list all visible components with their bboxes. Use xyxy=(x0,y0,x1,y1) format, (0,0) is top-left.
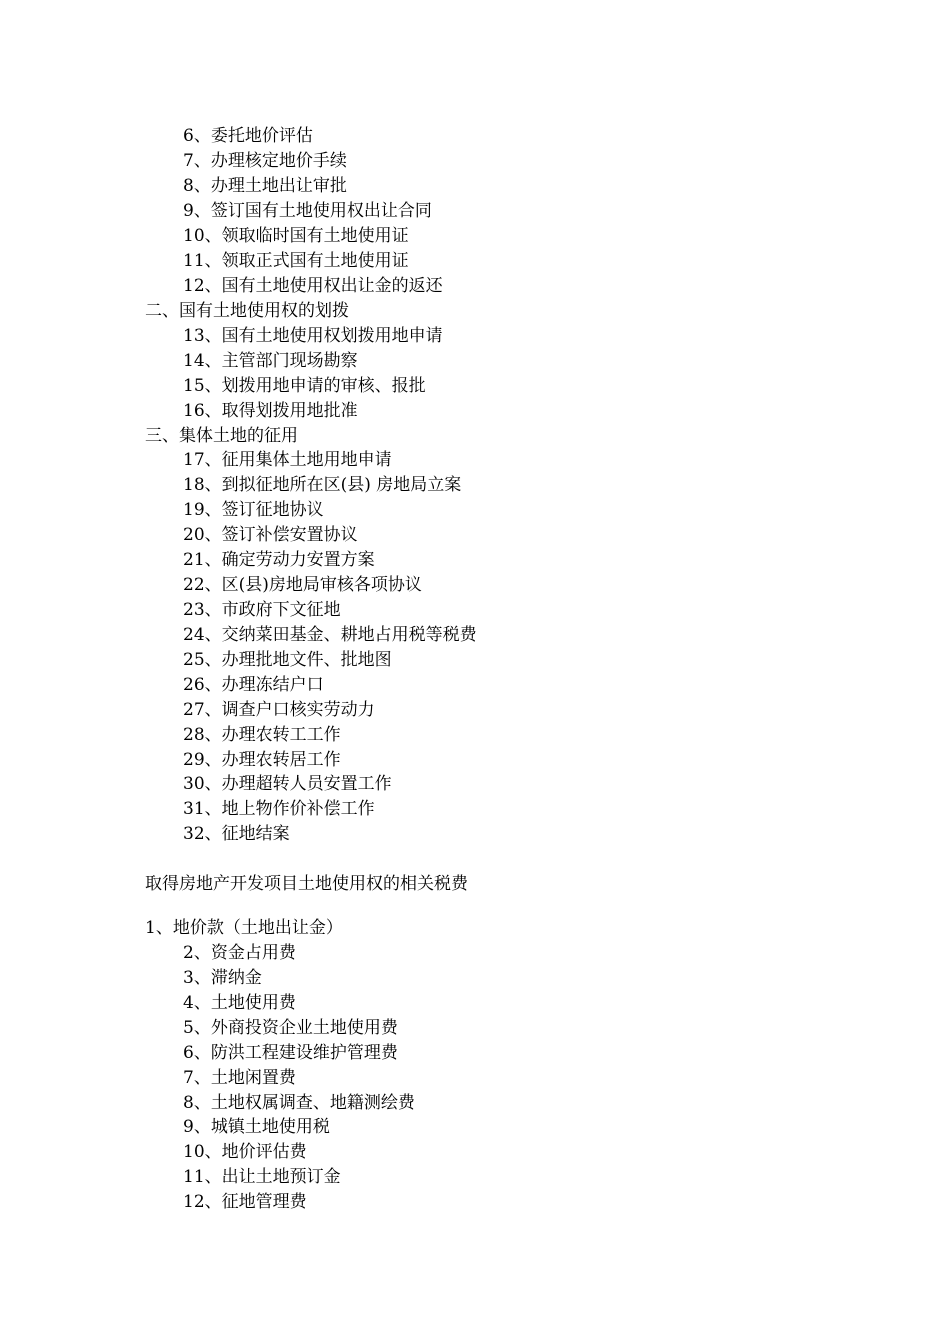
list-item: 11、出让土地预订金 xyxy=(183,1167,341,1187)
list-item: 4、土地使用费 xyxy=(183,993,296,1013)
list-item: 2、资金占用费 xyxy=(183,943,296,963)
list-item: 6、防洪工程建设维护管理费 xyxy=(183,1043,398,1063)
list-item: 25、办理批地文件、批地图 xyxy=(183,650,392,670)
section-heading: 三、集体土地的征用 xyxy=(145,426,298,446)
list-item: 7、办理核定地价手续 xyxy=(183,151,347,171)
list-item: 10、领取临时国有土地使用证 xyxy=(183,226,409,246)
list-item: 24、交纳菜田基金、耕地占用税等税费 xyxy=(183,625,477,645)
list-item: 12、征地管理费 xyxy=(183,1192,307,1212)
section-heading: 二、国有土地使用权的划拨 xyxy=(145,301,349,321)
list-item: 26、办理冻结户口 xyxy=(183,675,324,695)
list-item: 14、主管部门现场勘察 xyxy=(183,351,358,371)
list-item: 12、国有土地使用权出让金的返还 xyxy=(183,276,443,296)
list-item: 32、征地结案 xyxy=(183,824,290,844)
list-item: 30、办理超转人员安置工作 xyxy=(183,774,392,794)
list-item: 21、确定劳动力安置方案 xyxy=(183,550,375,570)
list-item: 8、土地权属调查、地籍测绘费 xyxy=(183,1093,415,1113)
list-item: 6、委托地价评估 xyxy=(183,126,313,146)
list-item: 7、土地闲置费 xyxy=(183,1068,296,1088)
list-item: 8、办理土地出让审批 xyxy=(183,176,347,196)
list-item: 13、国有土地使用权划拨用地申请 xyxy=(183,326,443,346)
list-item: 1、地价款（土地出让金） xyxy=(145,918,343,938)
list-item: 9、城镇土地使用税 xyxy=(183,1117,330,1137)
section-title: 取得房地产开发项目土地使用权的相关税费 xyxy=(145,874,468,894)
list-item: 23、市政府下文征地 xyxy=(183,600,341,620)
list-item: 19、签订征地协议 xyxy=(183,500,324,520)
list-item: 5、外商投资企业土地使用费 xyxy=(183,1018,398,1038)
list-item: 22、区(县)房地局审核各项协议 xyxy=(183,575,422,595)
list-item: 11、领取正式国有土地使用证 xyxy=(183,251,409,271)
list-item: 16、取得划拨用地批准 xyxy=(183,401,358,421)
list-item: 10、地价评估费 xyxy=(183,1142,307,1162)
list-item: 9、签订国有土地使用权出让合同 xyxy=(183,201,432,221)
list-item: 20、签订补偿安置协议 xyxy=(183,525,358,545)
list-item: 3、滞纳金 xyxy=(183,968,262,988)
list-item: 18、到拟征地所在区(县) 房地局立案 xyxy=(183,475,462,495)
list-item: 28、办理农转工工作 xyxy=(183,725,341,745)
list-item: 29、办理农转居工作 xyxy=(183,750,341,770)
list-item: 27、调查户口核实劳动力 xyxy=(183,700,375,720)
list-item: 17、征用集体土地用地申请 xyxy=(183,450,392,470)
list-item: 31、地上物作价补偿工作 xyxy=(183,799,375,819)
list-item: 15、划拨用地申请的审核、报批 xyxy=(183,376,426,396)
